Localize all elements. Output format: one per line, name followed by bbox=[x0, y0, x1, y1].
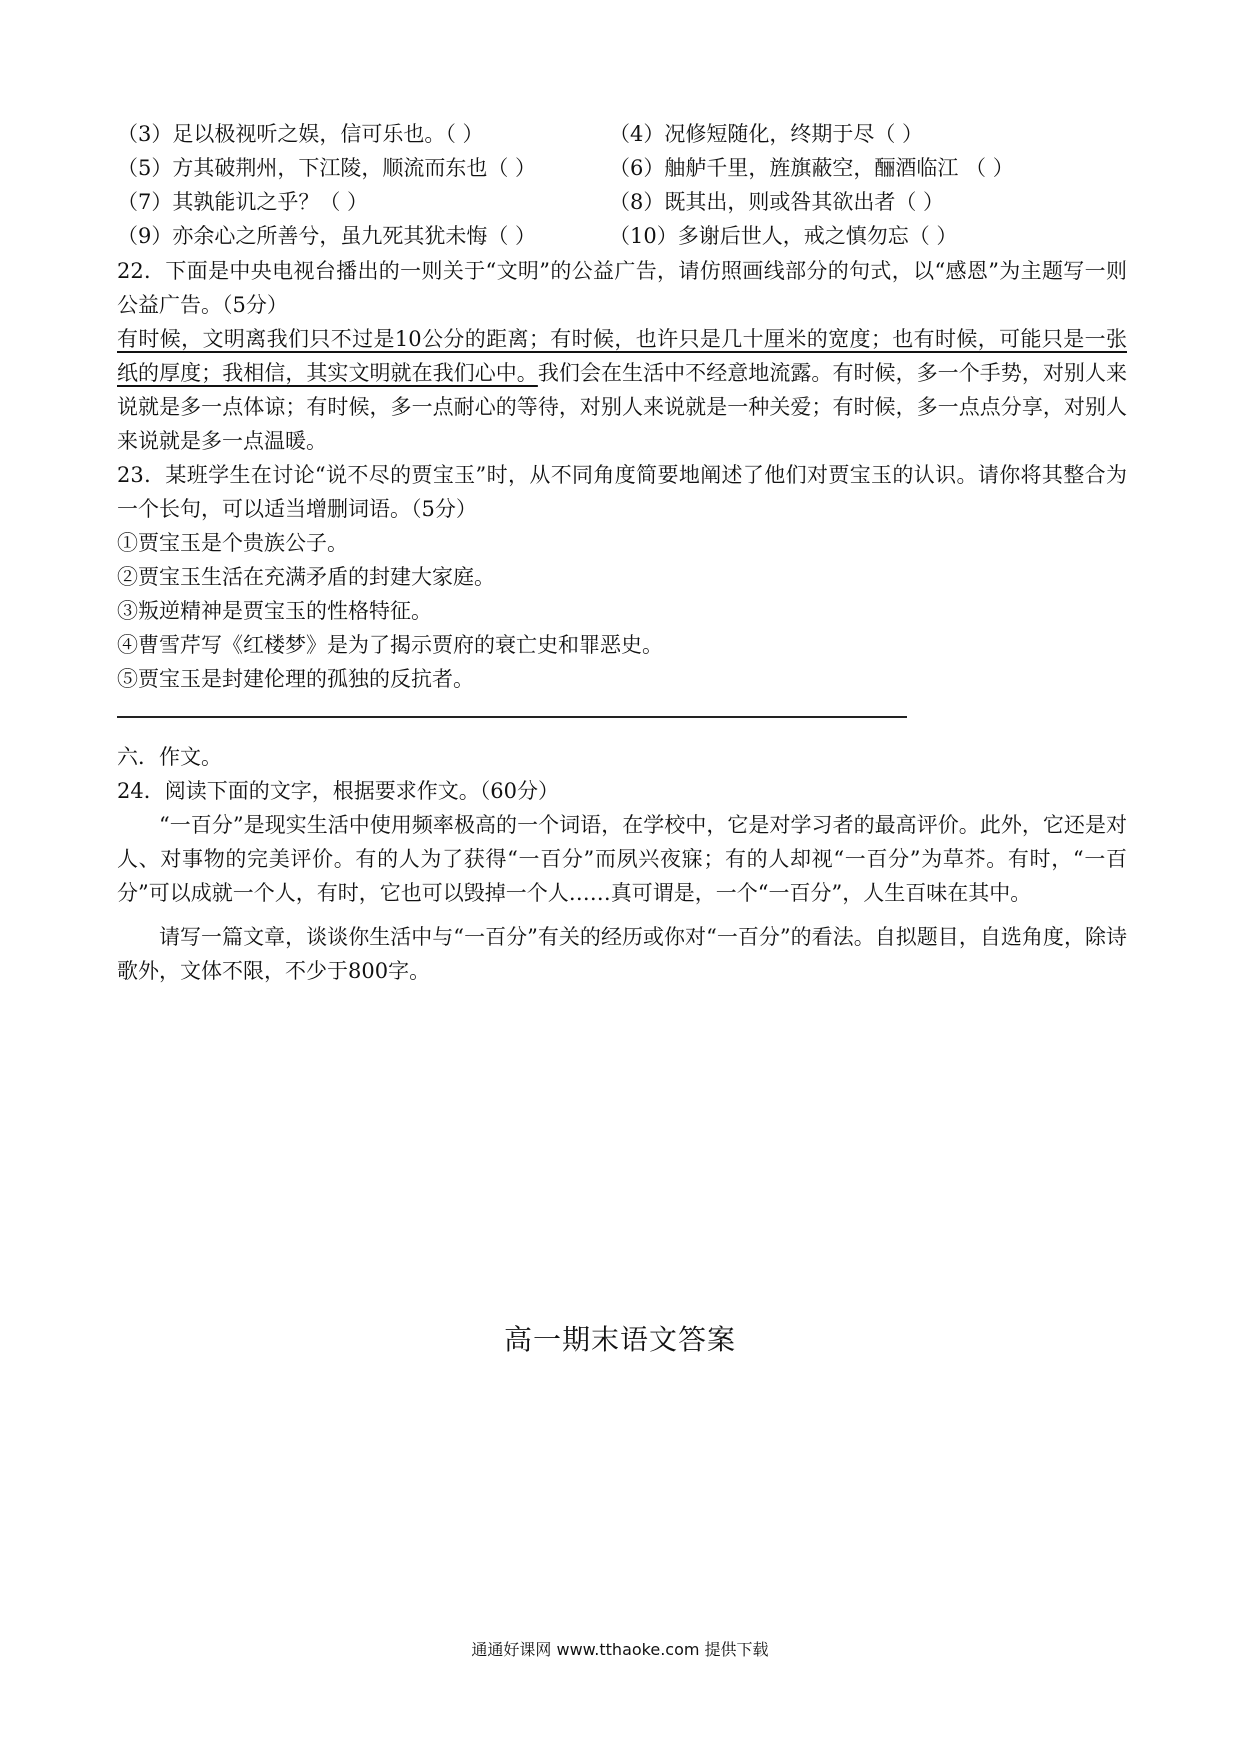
question-22-passage bbox=[117, 322, 1127, 458]
answer-line bbox=[117, 716, 907, 718]
question-pair bbox=[117, 118, 1127, 152]
sentence-item: （8）既其出，则或咎其欲出者（ ） bbox=[609, 190, 945, 214]
sentence-item: （7）其孰能讥之乎？（ ） bbox=[117, 190, 369, 214]
question-pair bbox=[117, 186, 1127, 220]
list-item: ④曹雪芹写《红楼梦》是为了揭示贾府的衰亡史和罪恶史。 bbox=[117, 633, 663, 657]
answer-title: 高一期末语文答案 bbox=[503, 1323, 736, 1356]
sentence-item: （4）况修短随化，终期于尽（ ） bbox=[609, 122, 924, 146]
sentence-item: （6）舳舻千里，旌旗蔽空，酾酒临江 （ ） bbox=[609, 156, 1014, 180]
exam-content bbox=[117, 118, 1127, 988]
essay-requirement: 请写一篇文章，谈谈你生活中与“一百分”有关的经历或你对“一百分”的看法。自拟题目，自选角度，除诗歌外，文体不限，不少于800字。 bbox=[117, 925, 1127, 983]
list-item: ②贾宝玉生活在充满矛盾的封建大家庭。 bbox=[117, 565, 495, 589]
question-22-prompt: 22．下面是中央电视台播出的一则关于“文明”的公益广告，请仿照画线部分的句式，以“感恩”为主题写一则公益广告。（5分） bbox=[117, 259, 1127, 317]
footer: 通通好课网 www.tthaoke.com 提供下载 bbox=[471, 1640, 769, 1659]
essay-material: “一百分”是现实生活中使用频率极高的一个词语，在学校中，它是对学习者的最高评价。此外，它还是对人、对事物的完美评价。有的人为了获得“一百分”而夙兴夜寐；有的人却视“一百分”为草芥。有时，“一百分”可以成就一个人，有时，它也可以毁掉一个人……真可谓是，一个“一百分”，人生百味在其中。 bbox=[117, 813, 1127, 905]
list-item: ⑤贾宝玉是封建伦理的孤独的反抗者。 bbox=[117, 667, 474, 691]
list-item: ①贾宝玉是个贵族公子。 bbox=[117, 531, 348, 555]
underlined-model-text: 有时候，文明离我们只不过是10公分的距离；有时候，也许只是几十厘米的宽度；也有时候，可能只是一张纸的厚度；我相信，其实文明就在我们心中。 bbox=[117, 327, 1127, 385]
sentence-item: （10）多谢后世人，戒之慎勿忘（ ） bbox=[609, 224, 958, 248]
question-pair bbox=[117, 220, 1127, 254]
question-24-prompt: 24．阅读下面的文字，根据要求作文。（60分） bbox=[117, 779, 559, 803]
question-23-prompt: 23．某班学生在讨论“说不尽的贾宝玉”时，从不同角度简要地阐述了他们对贾宝玉的认识。请你将其整合为一个长句，可以适当增删词语。（5分） bbox=[117, 463, 1127, 521]
question-pair bbox=[117, 152, 1127, 186]
sentence-item: （5）方其破荆州，下江陵，顺流而东也（ ） bbox=[117, 156, 537, 180]
list-item: ③叛逆精神是贾宝玉的性格特征。 bbox=[117, 599, 432, 623]
sentence-item: （3）足以极视听之娱，信可乐也。（ ） bbox=[117, 122, 484, 146]
sentence-item: （9）亦余心之所善兮，虽九死其犹未悔（ ） bbox=[117, 224, 537, 248]
passage-rest: 我们会在生活中不经意地流露。有时候，多一个手势，对别人来说就是多一点体谅；有时候，多一点耐心的等待，对别人来说就是一种关爱；有时候，多一点点分享，对别人来说就是多一点温暖。 bbox=[117, 361, 1128, 453]
section-heading: 六．作文。 bbox=[117, 745, 222, 769]
